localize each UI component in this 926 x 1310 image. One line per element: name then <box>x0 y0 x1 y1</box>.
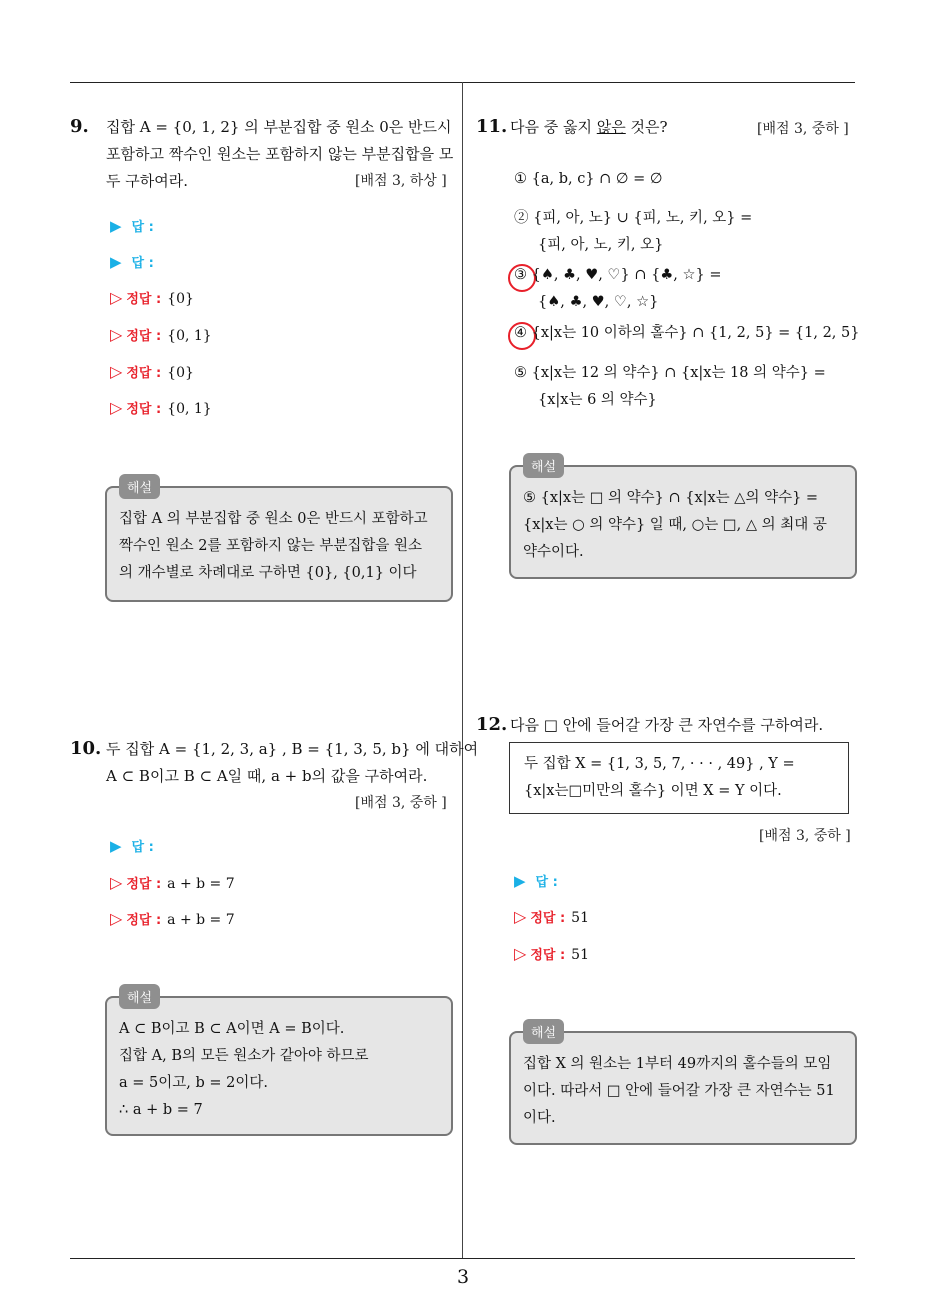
explanation-tag: 해설 <box>119 474 160 499</box>
question-9-number: 9. <box>70 116 89 137</box>
explanation-text: ⑤ {x|x는 □ 의 약수} ∩ {x|x는 △의 약수} = {x|x는 ○ 의 약수} 일 때, ○는 □, △ 의 최대 공 약수이다. <box>523 490 827 560</box>
question-12-number: 12. <box>476 714 508 735</box>
explanation-box <box>509 1026 857 1145</box>
explanation-text: A ⊂ B이고 B ⊂ A이면 A = B이다. 집합 A, B의 모든 원소가 같아야 하므로 a = 5이고, b = 2이다. ∴ a + b = 7 <box>119 1021 369 1118</box>
choice-3[interactable]: ③ {♠, ♣, ♥, ♡} ∩ {♣, ☆} = {♠, ♣, ♥, ♡, ☆} <box>514 267 722 310</box>
explanation-box <box>105 991 453 1136</box>
filled-triangle-icon: ▶ <box>110 837 122 855</box>
correct-answer-row: ▷ 정답 : 51 <box>514 907 589 926</box>
correct-answer-row: ▷ 정답 : {0, 1} <box>110 398 212 417</box>
question-9-line-3: 두 구하여라. <box>106 172 188 190</box>
filled-triangle-icon: ▶ <box>110 253 122 271</box>
choice-4[interactable]: ④ {x|x는 10 이하의 홀수} ∩ {1, 2, 5} = {1, 2, 5} <box>514 325 860 341</box>
page-number: 3 <box>456 1266 470 1288</box>
correct-answer-row: ▷ 정답 : 51 <box>514 944 589 963</box>
problem-frame: 두 집합 X = {1, 3, 5, 7, · · · , 49} , Y = {x|x는□미만의 홀수} 이면 X = Y 이다. <box>509 742 849 814</box>
correct-answer-row: ▷ 정답 : {0} <box>110 288 194 307</box>
answer-row: ▶ 답 : <box>110 253 154 271</box>
explanation-box <box>509 460 857 579</box>
open-triangle-icon: ▷ <box>110 362 123 381</box>
choice-1[interactable]: ① {a, b, c} ∩ ∅ = ∅ <box>514 171 663 187</box>
open-triangle-icon: ▷ <box>110 288 123 307</box>
explanation-box <box>105 481 453 602</box>
explanation-tag: 해설 <box>523 453 564 478</box>
open-triangle-icon: ▷ <box>110 398 123 417</box>
explanation-tag: 해설 <box>523 1019 564 1044</box>
explanation-tag: 해설 <box>119 984 160 1009</box>
question-9-meta: [배점 3, 하상 ] <box>355 173 447 189</box>
explanation-text: 집합 A 의 부분집합 중 원소 0은 반드시 포함하고 짝수인 원소 2를 포함하지 않는 부분집합을 원소 의 개수별로 차례대로 구하면 {0}, {0,1} 이다 <box>119 511 428 581</box>
explanation-text: 집합 X 의 원소는 1부터 49까지의 홀수들의 모임 이다. 따라서 □ 안에 들어갈 가장 큰 자연수는 51 이다. <box>523 1056 835 1126</box>
open-triangle-icon: ▷ <box>110 909 123 928</box>
bottom-rule <box>70 1258 855 1259</box>
question-11-text: 다음 중 옳지 않은 것은? <box>510 118 668 136</box>
correct-answer-row: ▷ 정답 : {0, 1} <box>110 325 212 344</box>
question-9-line-2: 포함하고 짝수인 원소는 포함하지 않는 부분집합을 모 <box>106 145 454 163</box>
correct-answer-row: ▷ 정답 : a + b = 7 <box>110 873 235 892</box>
question-12-text: 다음 □ 안에 들어갈 가장 큰 자연수를 구하여라. <box>510 716 824 734</box>
question-12-meta: [배점 3, 중하 ] <box>759 828 851 844</box>
open-triangle-icon: ▷ <box>514 944 527 963</box>
question-10-text <box>106 736 478 790</box>
choice-5[interactable]: ⑤ {x|x는 12 의 약수} ∩ {x|x는 18 의 약수} = {x|x는 6 의 약수} <box>514 365 826 408</box>
question-11-meta: [배점 3, 중하 ] <box>757 121 849 137</box>
question-10-number: 10. <box>70 738 102 759</box>
choice-2[interactable]: ② {피, 아, 노} ∪ {피, 노, 키, 오} = {피, 아, 노, 키, 오} <box>514 210 753 253</box>
open-triangle-icon: ▷ <box>514 907 527 926</box>
question-11-number: 11. <box>476 116 508 137</box>
open-triangle-icon: ▷ <box>110 873 123 892</box>
filled-triangle-icon: ▶ <box>514 872 526 890</box>
open-triangle-icon: ▷ <box>110 325 123 344</box>
question-10-meta: [배점 3, 중하 ] <box>355 795 447 811</box>
correct-answer-row: ▷ 정답 : {0} <box>110 362 194 381</box>
answer-row: ▶ 답 : <box>110 837 154 855</box>
question-9-line-1: 집합 A = {0, 1, 2} 의 부분집합 중 원소 0은 반드시 <box>106 118 452 136</box>
answer-row: ▶ 답 : <box>514 872 558 890</box>
question-10-line-1: 두 집합 A = {1, 2, 3, a} , B = {1, 3, 5, b} 에 대하여 <box>106 740 479 758</box>
filled-triangle-icon: ▶ <box>110 217 122 235</box>
correct-answer-row: ▷ 정답 : a + b = 7 <box>110 909 235 928</box>
answer-row: ▶ 답 : <box>110 217 154 235</box>
question-10-line-2: A ⊂ B이고 B ⊂ A일 때, a + b의 값을 구하여라. <box>106 767 428 785</box>
column-divider <box>462 82 463 1258</box>
